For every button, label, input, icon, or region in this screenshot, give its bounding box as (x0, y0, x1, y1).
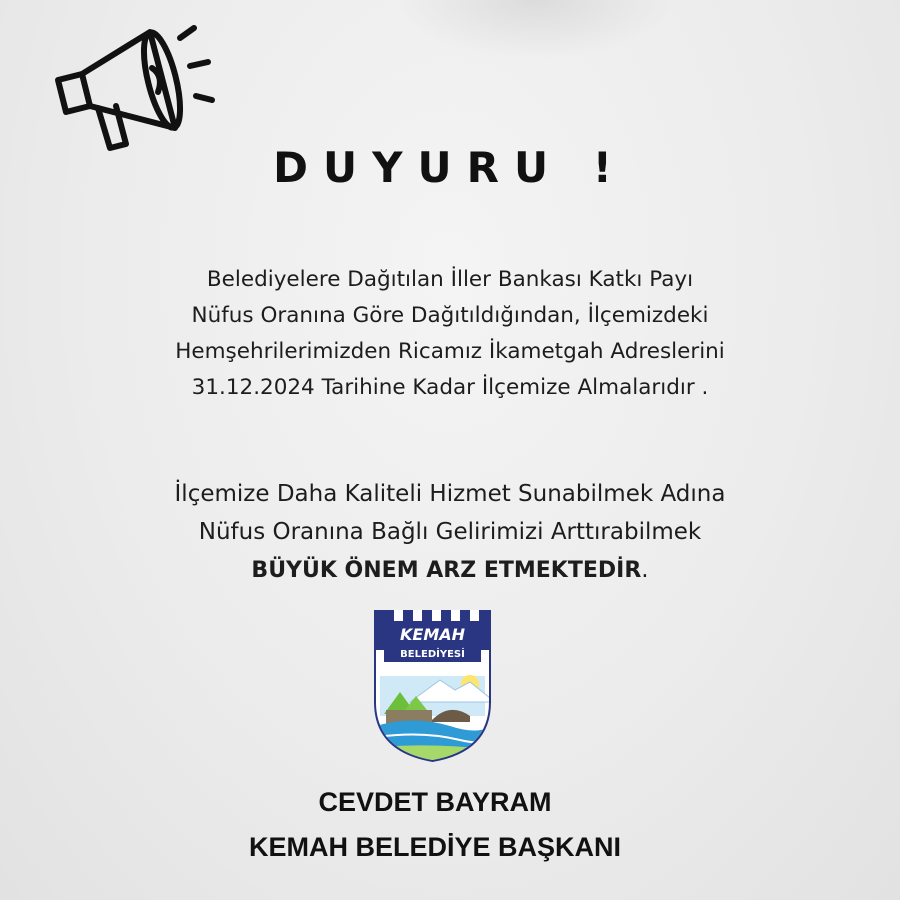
kemah-municipality-logo (370, 610, 495, 762)
announcement-paragraph-1 (0, 262, 900, 406)
paragraph-line: Nüfus Oranına Bağlı Gelirimizi Arttırabilmek (198, 519, 702, 545)
emphasis-text: BÜYÜK ÖNEM ARZ ETMEKTEDİR (251, 558, 642, 583)
signature-name: CEVDET BAYRAM (318, 787, 552, 817)
announcement-paragraph-2 (0, 475, 900, 590)
paragraph-line: Belediyelere Dağıtılan İller Bankası Katkı Payı (206, 267, 694, 292)
emphasis-suffix: . (641, 557, 649, 583)
signature-block (0, 780, 870, 870)
emphasis-line (0, 551, 900, 590)
announcement-title: DUYURU ! (273, 143, 627, 192)
logo-name-line-2: BELEDİYESİ (400, 649, 465, 660)
signature-title: KEMAH BELEDİYE BAŞKANI (248, 832, 622, 862)
paragraph-line: İlçemize Daha Kaliteli Hizmet Sunabilmek Adına (174, 481, 726, 507)
paragraph-line: Nüfus Oranına Göre Dağıtıldığından, İlçemizdeki (191, 303, 709, 328)
top-shadow (395, 0, 675, 60)
paragraph-line: Hemşehrilerimizden Ricamız İkametgah Adreslerini (175, 339, 725, 364)
logo-name-line-1: KEMAH (399, 625, 466, 644)
paragraph-line: 31.12.2024 Tarihine Kadar İlçemize Almalarıdır . (191, 375, 709, 400)
